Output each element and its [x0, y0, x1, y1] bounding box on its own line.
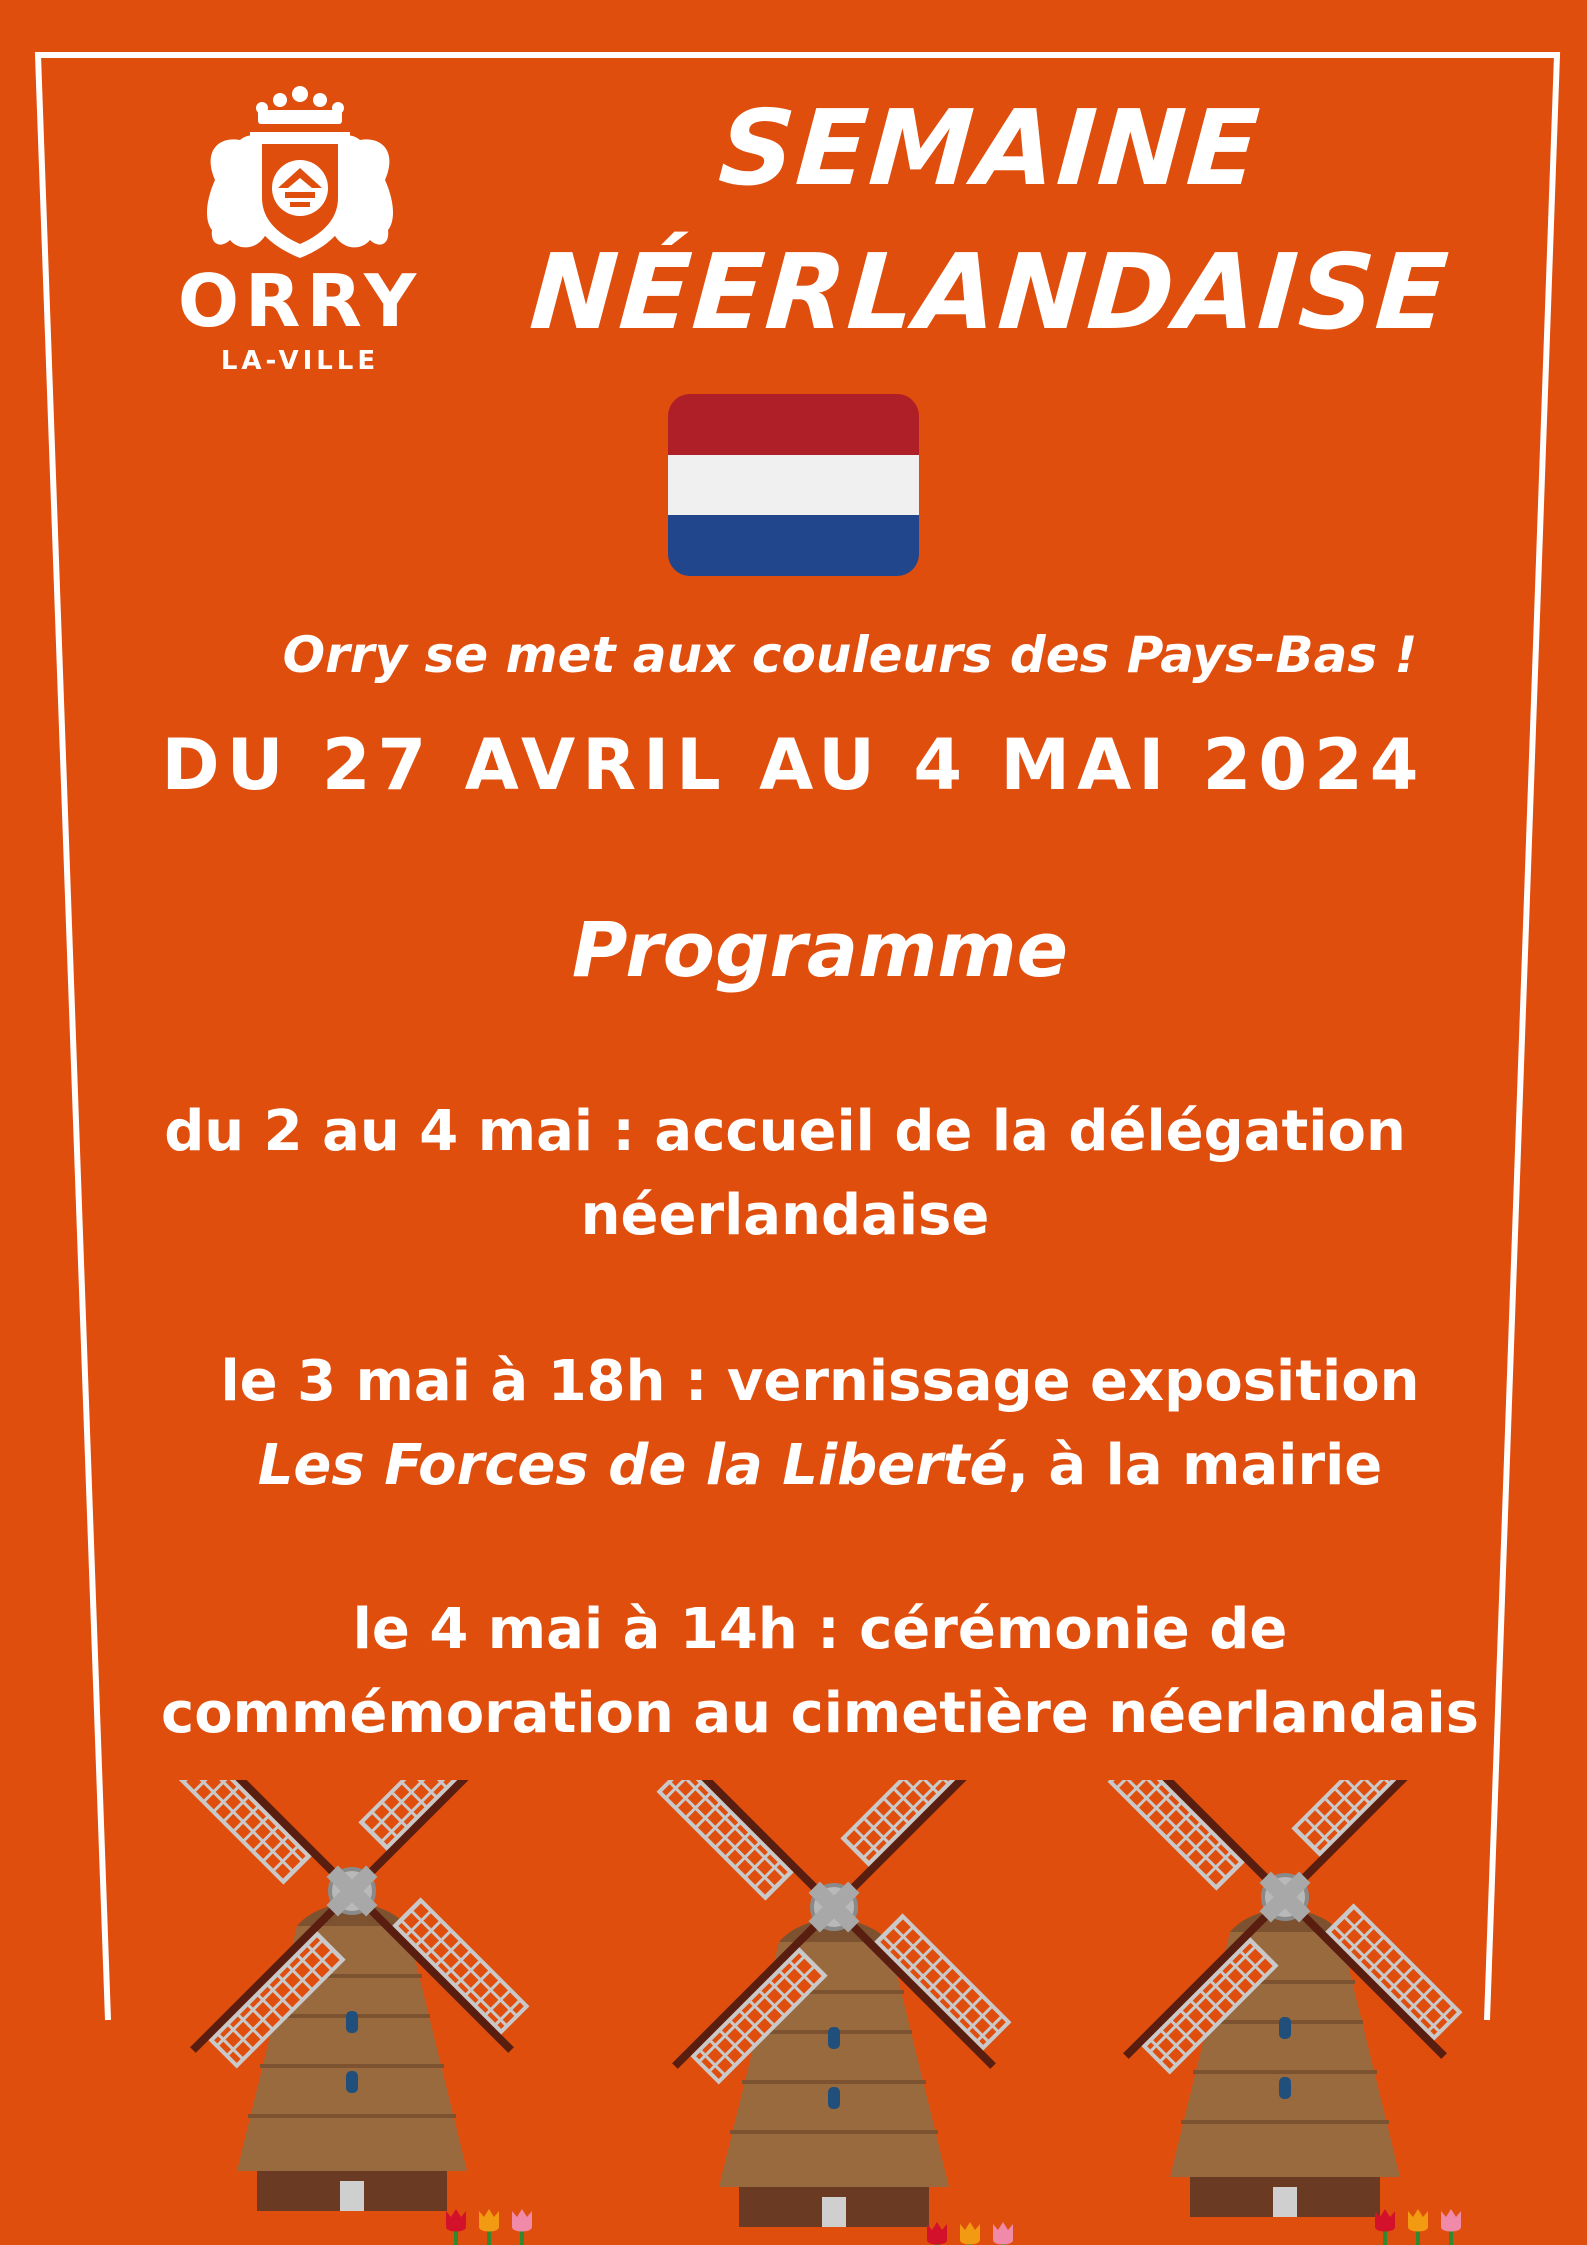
program-item-2-line-1: le 3 mai à 18h : vernissage exposition [220, 1349, 1420, 1414]
windmills-decoration [0, 1780, 1587, 2245]
title-line-2: NÉERLANDAISE [526, 231, 1454, 353]
tulips-icon [446, 2209, 532, 2245]
program-item-1-line-1: du 2 au 4 mai : accueil de la délégation [164, 1099, 1406, 1164]
program-item-2-line-2 [150, 1424, 1490, 1508]
logo-name: ORRY [177, 259, 423, 343]
exhibition-name: Les Forces de la Liberté [257, 1433, 1008, 1498]
windmill-icon [1096, 1780, 1474, 2217]
flag-stripe-red [668, 394, 919, 455]
flag-stripe-white [668, 455, 919, 516]
program-item-1 [140, 1090, 1430, 1258]
title-line-1: SEMAINE [715, 87, 1265, 209]
program-item-3 [120, 1588, 1520, 1756]
program-item-1-line-2: néerlandaise [580, 1183, 990, 1248]
exhibition-location: , à la mairie [1007, 1433, 1383, 1498]
windmill-icon [645, 1780, 1023, 2227]
netherlands-flag-icon [668, 394, 919, 576]
orry-logo [140, 80, 460, 380]
program-item-3-line-2: commémoration au cimetière néerlandais [161, 1681, 1479, 1746]
tulips-icon [1375, 2209, 1461, 2245]
tagline: Orry se met aux couleurs des Pays-Bas ! [282, 626, 1418, 684]
tulips-icon [927, 2222, 1013, 2245]
flag-stripe-blue [668, 515, 919, 576]
program-item-2 [150, 1340, 1490, 1508]
program-title: Programme [571, 905, 1069, 994]
windmill-icon [163, 1780, 541, 2211]
program-item-3-line-1: le 4 mai à 14h : cérémonie de [352, 1597, 1288, 1662]
orry-coat-of-arms-icon [140, 80, 460, 260]
logo-subname: LA-VILLE [220, 346, 380, 376]
event-dates: DU 27 AVRIL AU 4 MAI 2024 [161, 724, 1426, 806]
